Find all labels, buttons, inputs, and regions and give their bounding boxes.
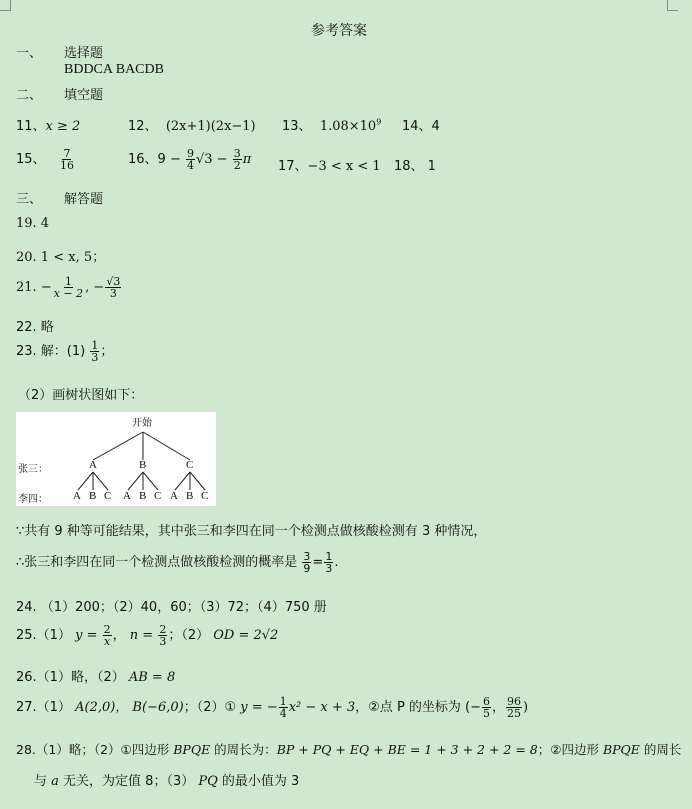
q28-a: a (51, 774, 59, 789)
q23-fraction (90, 340, 99, 363)
q15-fraction (59, 148, 75, 171)
tree-row2-label: 李四： (18, 494, 48, 505)
section-2-title: 填空题 (64, 88, 104, 103)
q27-fraction-1 (279, 696, 288, 719)
q16-middle: √3 − (195, 152, 228, 167)
tree-l1-b: B (139, 459, 147, 471)
q21-den2: 3 (109, 287, 117, 300)
q16-end: π (242, 152, 252, 167)
because-line: ∵共有 9 种等可能结果，其中张三和李四在同一个检测点做核酸检测有 3 种情况， (16, 524, 487, 539)
q16-fraction-1 (186, 148, 195, 171)
corner-mark-right (667, 0, 678, 11)
q15 (16, 148, 76, 171)
q28-label: 28.（1）略；（2）①四边形 (16, 742, 174, 757)
q28-expression: BP + PQ + EQ + BE = 1 + 3 + 2 + 2 = 8 (276, 742, 538, 757)
tree-l2-1: A (73, 490, 81, 502)
q23-part2: （2）画树状图如下： (18, 388, 144, 403)
q16-den2: 2 (233, 159, 241, 172)
prob-num2: 1 (325, 550, 333, 563)
q25-num2: 2 (159, 623, 167, 636)
q25-den2: 3 (159, 635, 167, 648)
q27-den3: 25 (507, 707, 522, 720)
q12-label: 12、 (128, 119, 158, 134)
q27-num2: 6 (483, 695, 491, 708)
section-1-title: 选择题 (64, 46, 104, 61)
q21-num1: 1 (64, 275, 72, 288)
prob-den1: 9 (303, 562, 311, 575)
q27-label: 27.（1） (16, 700, 71, 715)
q21-minus: − (40, 280, 52, 295)
tree-l2-3: C (104, 490, 112, 502)
prob-end: . (334, 555, 339, 570)
tree-l2-8: B (186, 490, 194, 502)
choice-answers: BDDCA BACDB (64, 62, 164, 77)
q25-part2: ；（2） (168, 628, 210, 643)
tree-diagram (16, 412, 216, 506)
q19: 19. 4 (16, 216, 50, 231)
q21-label: 21. (16, 280, 37, 295)
q21-fraction-1 (53, 276, 84, 299)
tree-l2-4: A (123, 490, 131, 502)
q25-od: OD = 2√2 (213, 628, 279, 643)
q23-end: ； (100, 344, 114, 359)
tree-l1-a: A (89, 459, 97, 471)
q15-label: 15、 (16, 152, 46, 167)
q28-line1 (16, 740, 681, 758)
q27 (16, 696, 528, 719)
q25-label: 25.（1） (16, 628, 71, 643)
tree-line-a-a (78, 472, 93, 490)
prob-fraction-1 (302, 551, 311, 574)
q11-answer: x ≥ 2 (45, 119, 81, 134)
q25-comma: ， (112, 628, 126, 643)
tree-line-b-a (128, 472, 143, 490)
tree-line-c-a (175, 472, 190, 490)
q11-label: 11、 (16, 119, 46, 134)
tree-l1-c: C (186, 459, 194, 471)
q21-num2: √3 (106, 275, 121, 288)
q18: 18、 1 (394, 159, 436, 174)
q28-bpqe-2: BPQE (602, 742, 640, 757)
q27-point-p: ，②点 P 的坐标为 (− (355, 700, 482, 715)
tree-row1-label: 张三： (18, 464, 48, 475)
q26-label: 26.（1）略，（2） (16, 670, 125, 685)
q28-with: 与 (34, 774, 52, 789)
q27-num: 1 (279, 695, 287, 708)
q23 (16, 340, 113, 363)
q27-points: A(2,0)， B(−6,0) (75, 700, 184, 715)
q27-fraction-2 (482, 696, 491, 719)
therefore-text: ∴张三和李四在同一个检测点做核酸检测的概率是 (16, 555, 298, 570)
q15-numerator: 7 (63, 147, 71, 160)
q17-label: 17、 (278, 159, 308, 174)
q26 (16, 666, 175, 685)
q26-ab: AB = 8 (128, 670, 176, 685)
tree-line-root-c (143, 432, 190, 460)
q27-expr: x² − x + 3 (288, 700, 356, 715)
q13-exponent: 9 (376, 117, 382, 127)
corner-mark-left (0, 0, 11, 11)
q14: 14、4 (402, 119, 440, 134)
prob-num1: 3 (303, 550, 311, 563)
q28-perimeter-text: 的周长为： (210, 742, 277, 757)
q22: 22. 略 (16, 320, 54, 335)
q27-num3: 96 (507, 695, 522, 708)
q16-den1: 4 (186, 159, 194, 172)
tree-line-b-c (143, 472, 158, 490)
q17-answer: −3 < x < 1 (307, 159, 381, 174)
q28-bpqe: BPQE (173, 742, 211, 757)
prob-equals: = (312, 555, 324, 570)
q27-den2: 5 (483, 707, 491, 720)
tree-line-c-c (190, 472, 205, 490)
q16-num1: 9 (186, 147, 194, 160)
q27-close: ) (523, 700, 529, 715)
prob-fraction-2 (324, 551, 333, 574)
q21 (16, 276, 122, 299)
q13-answer: 1.08×10 (319, 119, 377, 134)
page-title: 参考答案 (311, 23, 367, 39)
q27-comma: ， (492, 700, 506, 715)
q27-part2: ；（2）① (183, 700, 237, 715)
q28-line2 (34, 770, 299, 789)
q11 (16, 115, 80, 134)
q23-numerator: 1 (91, 339, 99, 352)
q25-fraction-1 (103, 624, 112, 647)
q25-den: x (104, 635, 111, 648)
q17 (278, 155, 381, 174)
q25-fraction-2 (158, 624, 167, 647)
q25 (16, 624, 278, 647)
q28-part2: ；②四边形 (537, 742, 603, 757)
q16-label: 16、9 − (128, 152, 181, 167)
q25-y: y = (75, 628, 98, 643)
tree-l2-6: C (154, 490, 162, 502)
q28-min: 的最小值为 3 (217, 774, 300, 789)
tree-root: 开始 (132, 418, 152, 429)
q13-label: 13、 (282, 119, 312, 134)
tree-line-a-c (93, 472, 108, 490)
q16 (128, 148, 251, 171)
q21-den1: x − 2 (53, 287, 84, 300)
section-3-number: 三、 (16, 192, 43, 207)
q20: 20. 1 < x, 5； (16, 250, 106, 265)
q16-fraction-2 (233, 148, 242, 171)
q12 (128, 115, 256, 134)
q27-y: y = − (240, 700, 278, 715)
q27-fraction-3 (506, 696, 522, 719)
q16-num2: 3 (233, 147, 241, 160)
therefore-line (16, 551, 338, 574)
q23-label: 23. 解：(1) (16, 344, 86, 359)
q23-denominator: 3 (91, 351, 99, 364)
q28-constant: 无关，为定值 8；（3） (58, 774, 199, 789)
tree-l2-7: A (170, 490, 178, 502)
q21-separator: , − (85, 280, 105, 295)
section-2-number: 二、 (16, 88, 43, 103)
tree-l2-2: B (89, 490, 97, 502)
tree-line-root-a (93, 432, 143, 460)
q28-perimeter-text-2: 的周长 (639, 742, 682, 757)
q15-denominator: 16 (59, 159, 74, 172)
q25-num: 2 (103, 623, 111, 636)
q21-fraction-2 (105, 276, 121, 299)
q12-answer: (2x+1)(2x−1) (165, 119, 256, 134)
q24: 24. （1）200；（2）40，60；（3）72；（4）750 册 (16, 600, 327, 615)
prob-den2: 3 (325, 562, 333, 575)
tree-l2-5: B (139, 490, 147, 502)
q25-n: n = (129, 628, 154, 643)
q28-pq: PQ (198, 774, 218, 789)
q13 (282, 115, 381, 134)
section-1-number: 一、 (16, 46, 43, 61)
q27-den: 4 (279, 707, 287, 720)
section-3-title: 解答题 (64, 192, 104, 207)
tree-l2-9: C (201, 490, 209, 502)
